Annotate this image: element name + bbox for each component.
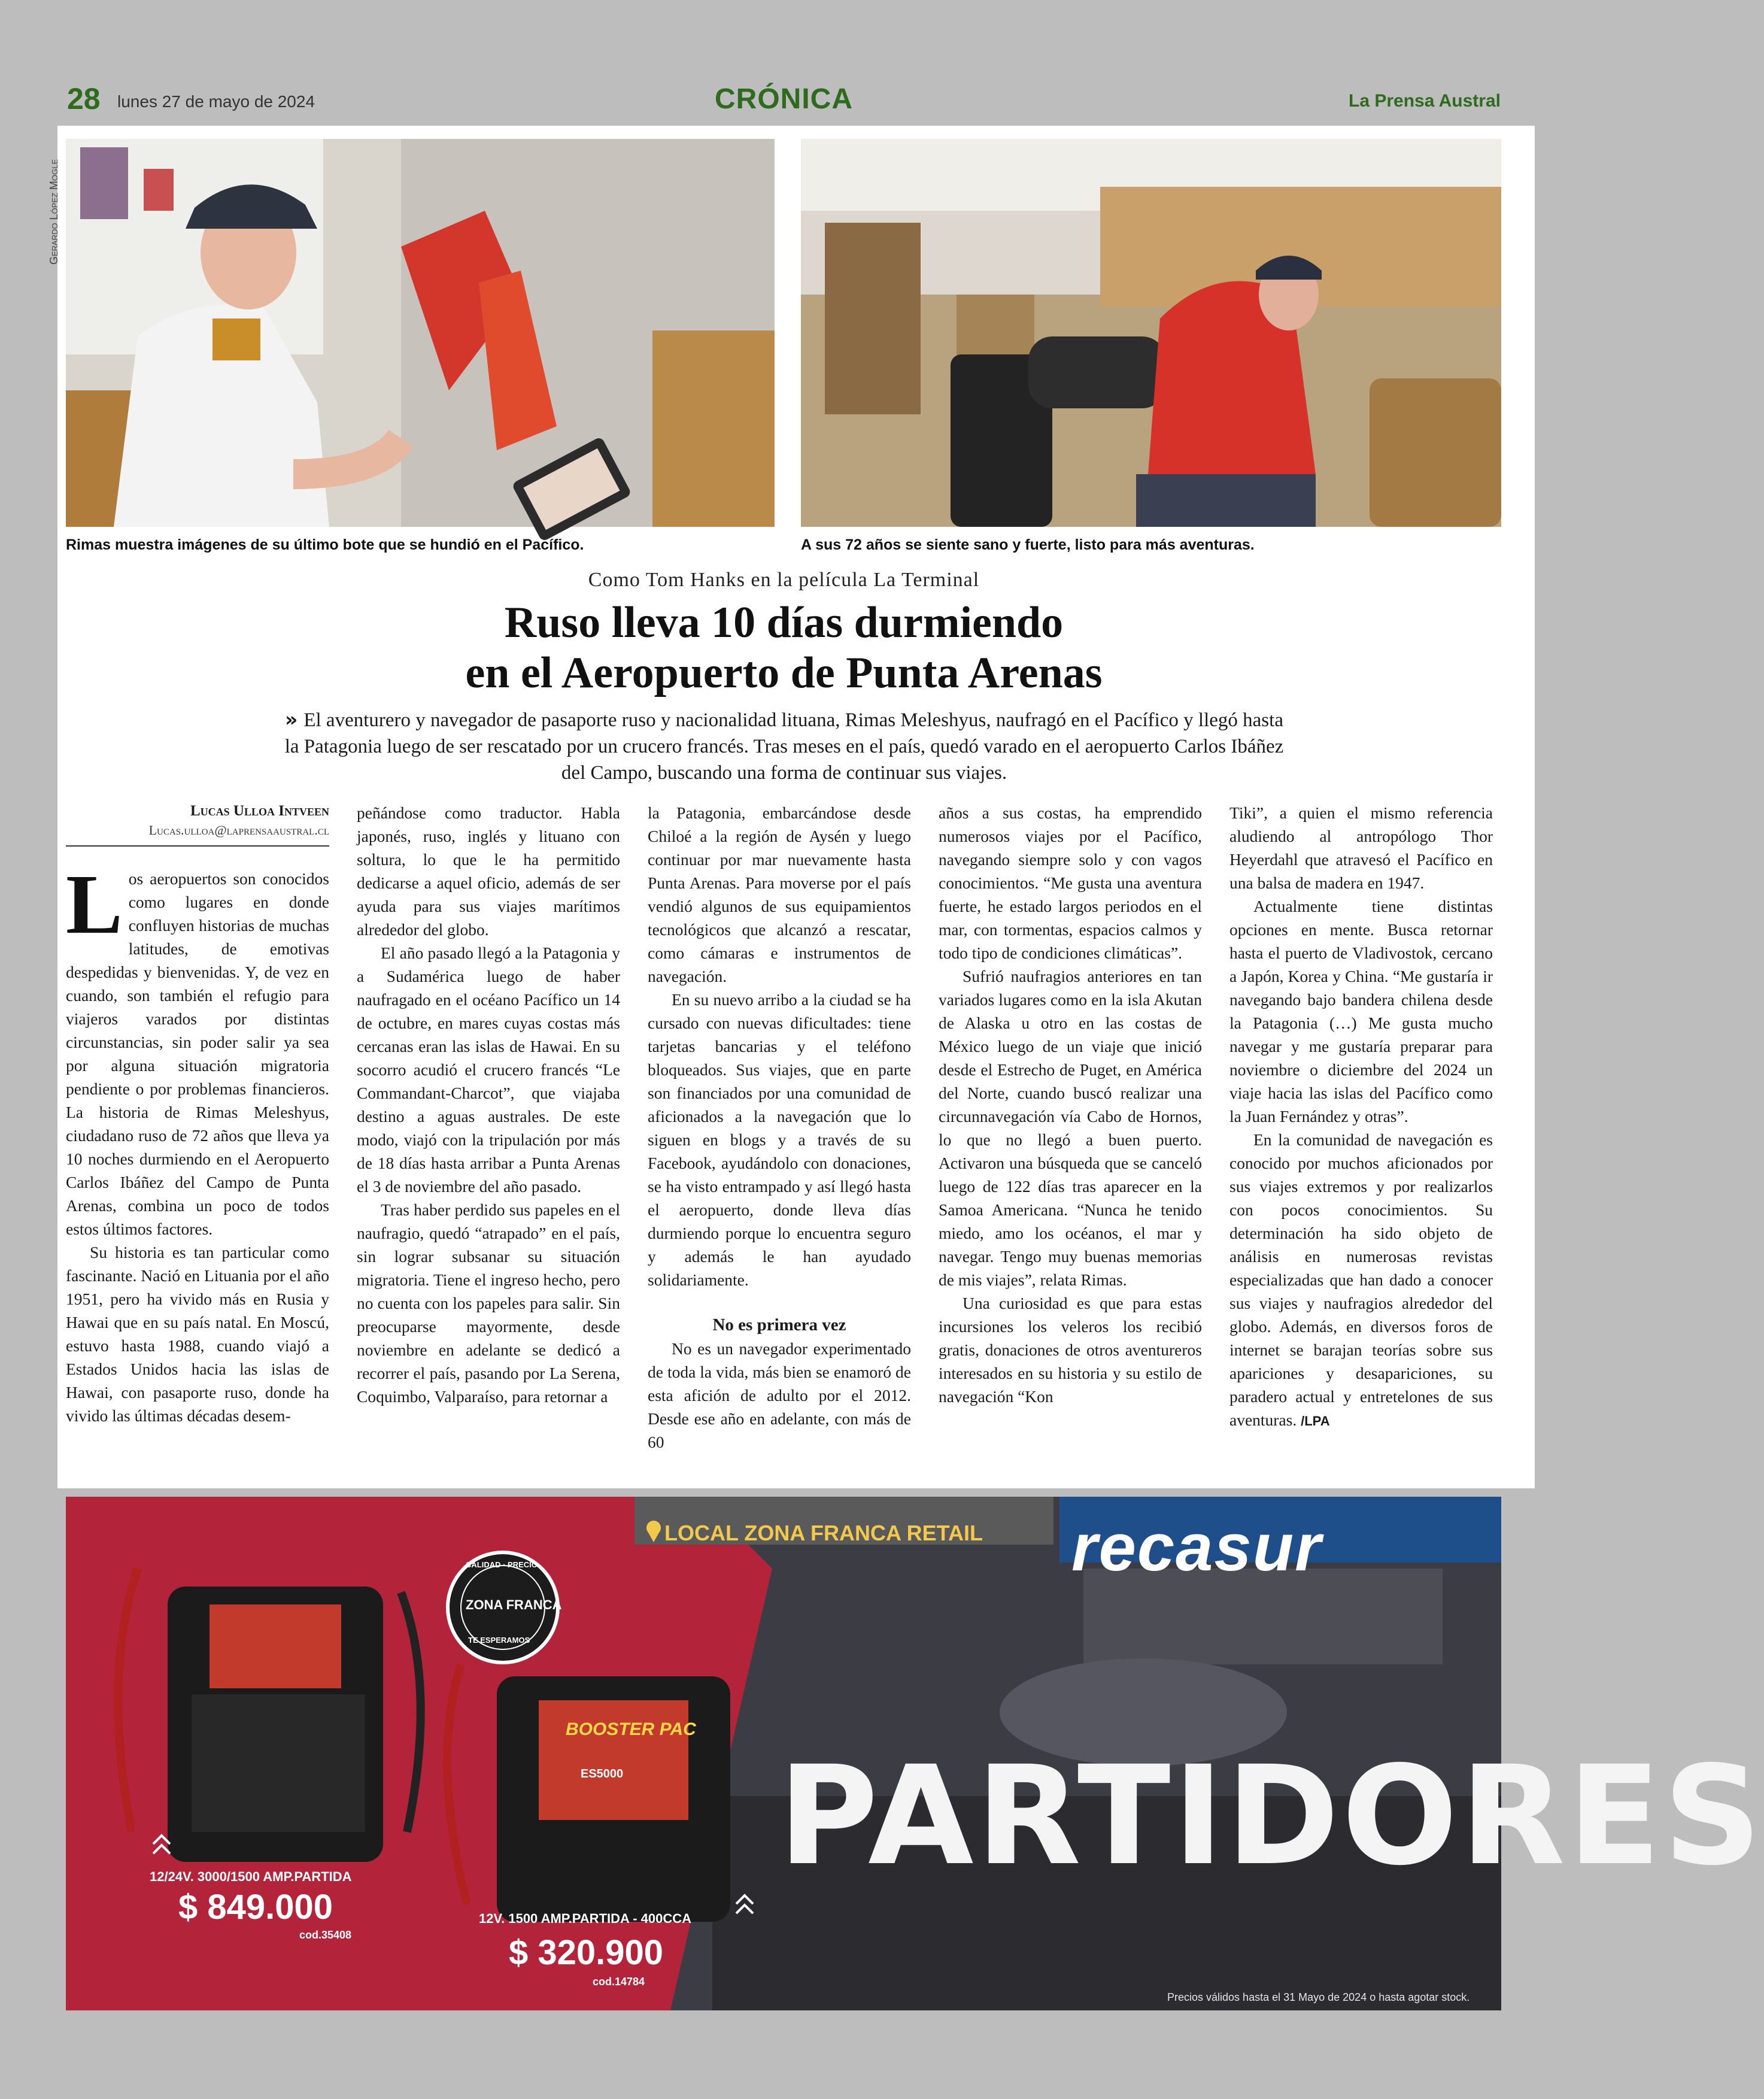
paragraph: Los aeropuertos son conocidos como lugares en donde confluyen historias de muchas latitudes, de emotivas despedidas y bienvenidas. Y, de vez en cuando, son también el refugio para viajeros varados por distintas circunstancias, sin poder salir ya sea por alguna situación migratoria pendiente o por problemas financieros. La historia de Rimas Meleshyus, ciudadano ruso de 72 años que lleva ya 10 noches durmiendo en el Aeropuerto Carlos Ibáñez del Campo de Punta Arenas, combina un poco de todos estos últimos factores.: [66, 857, 329, 1238]
article-column-4: [939, 801, 1202, 1408]
seal-top-text: CALIDAD · PRECIO: [466, 1560, 538, 1569]
product-2-code: cod.14784: [593, 1976, 645, 1988]
paragraph: Su historia es tan particular como fascinante. Nació en Lituania por el año 1951, pero ha vivido más en Rusia y Hawai que en su país natal. En Moscú, estuvo hasta 1988, cuando viajó a Estados Unidos hacia las islas de Hawai, con pasaporte ruso, donde ha vivido las últimas décadas desem-: [66, 1243, 329, 1425]
product-1-spec: 12/24V. 3000/1500 AMP.PARTIDA: [150, 1869, 352, 1884]
author-email: Lucas.ulloa@laprensaaustral.cl: [66, 821, 329, 847]
ad-headline: PARTIDORES: [778, 1736, 1764, 1895]
article-column-2: [357, 801, 620, 1408]
product-2-price: $ 320.900: [509, 1933, 664, 1972]
article-kicker: Como Tom Hanks en la película La Terminal: [588, 569, 980, 591]
paragraph: No es un navegador experimentado de toda la vida, más bien se enamoró de esta afición de adulto por el 2012. Desde ese año en adelante, con más de 60: [648, 1339, 911, 1451]
ad-location: LOCAL ZONA FRANCA RETAIL: [664, 1521, 983, 1545]
page-header: [67, 79, 1501, 121]
seal-bottom-text: TE ESPERAMOS: [468, 1636, 530, 1645]
paragraph: Sufrió naufragios anteriores en tan variados lugares como en la isla Akutan de Alaska u otro en las costas de México luego de un viaje que inició desde el Estrecho de Puget, en América del Norte, cuando buscó realizar una circunnavegación vía Cabo de Hornos, lo que no llegó a buen puerto. Activaron una búsqueda que se canceló luego de 122 días tras aparecer en la Samoa Americana. “Nunca he tenido miedo, amo los océanos, el mar y navegar. Tengo muy buenas memorias de mis viajes”, relata Rimas.: [939, 967, 1202, 1289]
paragraph: El año pasado llegó a la Patagonia y a Sudamérica luego de haber naufragado en el océano Pacífico un 14 de octubre, en mares cuyas costas más cercanas eran las islas de Hawai. En su socorro acudió el crucero francés “Le Commandant-Charcot”, que viajaba destino a aguas australes. De este modo, viajó con la tripulación por más de 18 días hasta arribar a Punta Arenas el 3 de noviembre del año pasado.: [357, 944, 620, 1196]
product-1-price: $ 849.000: [178, 1888, 333, 1927]
chevron-right-icon: »: [285, 708, 298, 731]
paragraph: Actualmente tiene distintas opciones en mente. Busca retornar hasta el puerto de Vladivostok, cercano a Japón, Korea y China. “Me gustaría ir navegando bajo bandera chilena desde la Patagonia (…) Me gusta mucho navegar y me gustaría preparar para noviembre o diciembre del 2024 un viaje hacia las islas del Pacífico como la Juan Fernández y otras”.: [1229, 897, 1493, 1126]
ad-fine-print: Precios válidos hasta el 31 Mayo de 2024 o hasta agotar stock.: [1167, 1991, 1470, 2003]
article-deck: » El aventurero y navegador de pasaporte ruso y nacionalidad lituana, Rimas Meleshyus, naufragó en el Pacífico y llegó hasta la Patagonia luego de ser rescatado por un crucero francés. Tras meses en el país, quedó varado en el aeropuerto Carlos Ibáñez del Campo, buscando una forma de continuar sus viajes.: [284, 708, 1284, 784]
article-signature: /LPA: [1301, 1414, 1330, 1428]
ad-brand-logo: recasur: [1071, 1510, 1322, 1585]
photo-credit: Gerardo López Mogle: [48, 159, 60, 265]
paragraph: En su nuevo arribo a la ciudad se ha cursado con nuevas dificultades: tiene tarjetas bancarias y el teléfono bloqueados. Sus viajes, que en parte son financiados por una comunidad de aficionados a la navegación que lo siguen en blogs y a través de su Facebook, ayudándolo con donaciones, se ha visto entrampado y así llegó hasta el aeropuerto, donde lleva días durmiendo porque lo encuentra seguro y además le han ayudado solidariamente.: [648, 990, 911, 1289]
product-2-spec: 12V. 1500 AMP.PARTIDA - 400CCA: [479, 1911, 691, 1926]
seal-main-text: ZONA FRANCA: [466, 1597, 562, 1612]
advertisement[interactable]: [66, 1497, 1764, 2010]
paragraph: Tiki”, a quien el mismo referencia aludiendo al antropólogo Thor Heyerdahl que atravesó el Pacífico en una balsa de madera en 1947.: [1229, 803, 1493, 892]
newspaper-name: La Prensa Austral: [1349, 91, 1501, 111]
headline-line-2: en el Aeropuerto de Punta Arenas: [465, 648, 1103, 697]
paragraph: Tras haber perdido sus papeles en el naufragio, quedó “atrapado” en el país, sin lograr subsanar su situación migratoria. Tiene el ingreso hecho, pero no cuenta con los papeles para salir. Sin preocuparse mayormente, desde noviembre en adelante se dedicó a recorrer el país, pasando por La Serena, Coquimbo, Valparaíso, para retornar a: [357, 1200, 620, 1406]
issue-date: lunes 27 de mayo de 2024: [117, 92, 315, 111]
photo-left-image: [66, 139, 775, 527]
article-subhead: No es primera vez: [712, 1315, 846, 1334]
paragraph: peñándose como traductor. Habla japonés, ruso, inglés y lituano con soltura, lo que le ha permitido dedicarse a aquel oficio, además de ser ayuda para sus viajes marítimos alrededor del globo.: [357, 803, 620, 939]
photo-left: [66, 139, 775, 527]
section-title: CRÓNICA: [715, 83, 853, 115]
article-headline: [0, 597, 1568, 698]
photo-right: [801, 139, 1501, 527]
author-name: Lucas Ulloa Intveen: [190, 803, 329, 819]
photo-right-caption: A sus 72 años se siente sano y fuerte, listo para más aventuras.: [801, 536, 1255, 553]
product-1-code: cod.35408: [299, 1929, 352, 1941]
article-column-5: [1229, 801, 1493, 1433]
paragraph: la Patagonia, embarcándose desde Chiloé a la región de Aysén y luego continuar por mar nuevamente hasta Punta Arenas. Para moverse por el país vendió algunos de sus equipamientos tecnológicos que alcanzó a rescatar, como cámaras e instrumentos de navegación.: [648, 803, 911, 985]
article-column-3: [648, 801, 911, 1454]
paragraph: años a sus costas, ha emprendido numerosos viajes por el Pacífico, navegando siempre solo y con vagos conocimientos. “Me gusta una aventura fuerte, he estado largos periodos en el mar, con tormentas, espacios calmos y todo tipo de condiciones climáticas”.: [939, 803, 1202, 962]
paragraph: Una curiosidad es que para estas incursiones los veleros los recibió gratis, donaciones de otros aventureros interesados en su historia y su estilo de navegación “Kon: [939, 1294, 1202, 1406]
drop-cap: L: [66, 857, 123, 951]
paragraph: En la comunidad de navegación es conocido por muchos aficionados por sus viajes extremos y por realizarlos con pocos conocimientos. Su determinación ha sido objeto de análisis en numerosas revistas especializadas que han dado a conocer sus viajes y naufragios alrededor del globo. Además, en diversos foros de internet se barajan teorías sobre sus apariciones y desapariciones, su paradero actual y entretelones de sus aventuras. /LPA: [1229, 1130, 1493, 1429]
article-column-1: [66, 801, 329, 1427]
page-number: 28: [67, 82, 101, 116]
product-2-label: BOOSTER PAC: [566, 1719, 696, 1739]
photo-right-image: [801, 139, 1501, 527]
headline-line-1: Ruso lleva 10 días durmiendo: [504, 598, 1064, 647]
product-2-model: ES5000: [581, 1767, 624, 1780]
photo-left-caption: Rimas muestra imágenes de su último bote que se hundió en el Pacífico.: [66, 536, 584, 553]
